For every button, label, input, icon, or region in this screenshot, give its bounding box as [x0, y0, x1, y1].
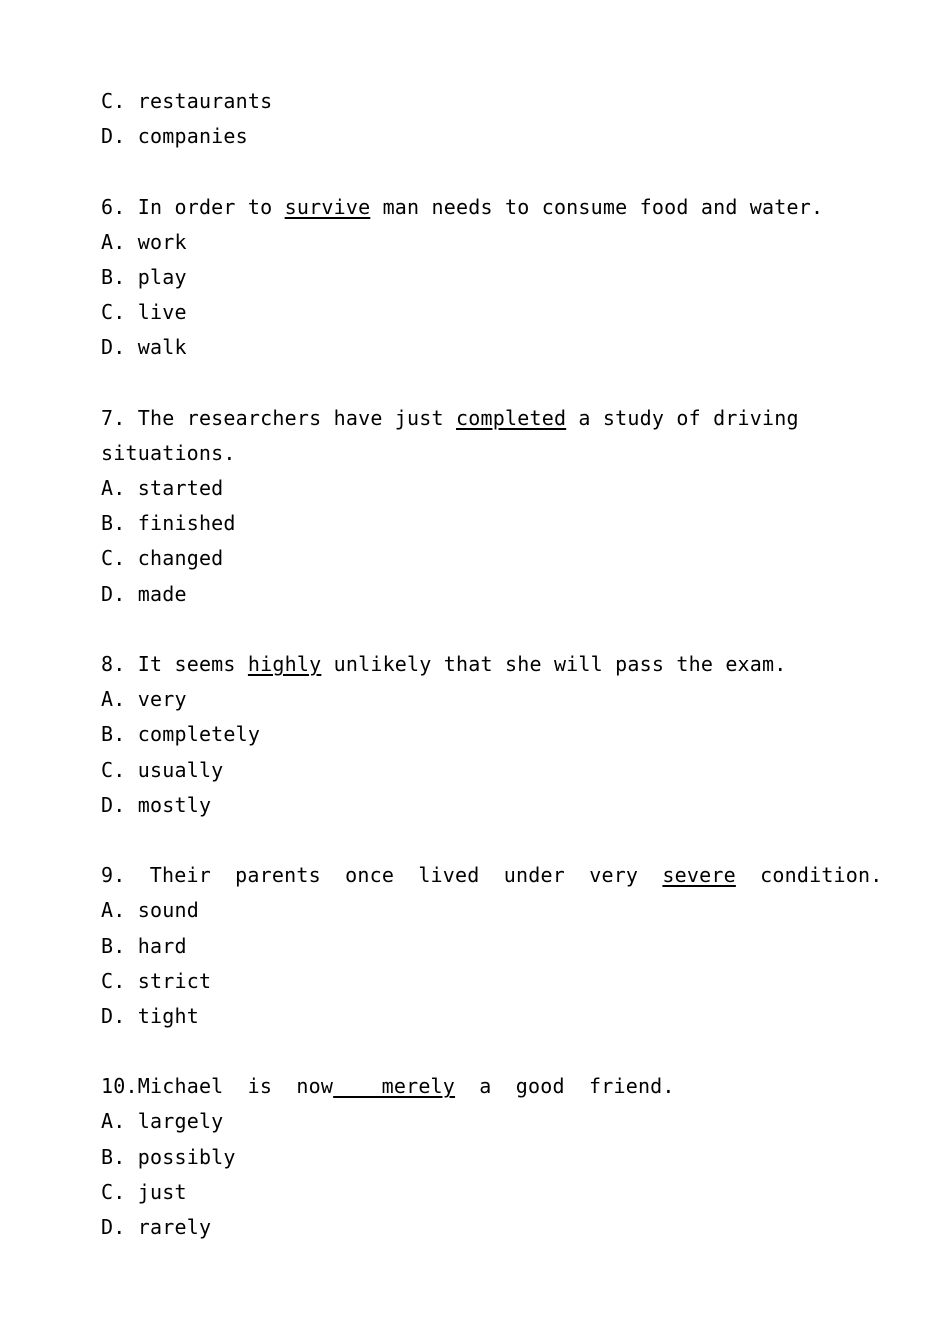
question-stem [101, 1069, 821, 1104]
question-stem [101, 190, 824, 225]
option-text: sound [137, 898, 199, 923]
option-b [101, 929, 821, 964]
option-d [101, 119, 821, 154]
option-letter: D. [101, 1215, 126, 1239]
option-text: restaurants [137, 89, 273, 113]
spacer [101, 1034, 821, 1069]
option-letter: B. [101, 722, 126, 747]
stem-text: It seems [137, 652, 248, 676]
underlined-keyword: highly [247, 652, 322, 676]
option-b [101, 1140, 821, 1175]
option-letter: D. [101, 792, 126, 817]
question-stem-continued: situations. [101, 440, 236, 465]
option-d [101, 1210, 821, 1245]
option-c [101, 295, 821, 330]
stem-text: Their parents once lived under very [149, 863, 663, 888]
option-d [101, 999, 821, 1034]
question-stem [101, 858, 883, 893]
option-letter: A. [101, 687, 126, 712]
option-text: finished [137, 511, 236, 536]
option-text: started [137, 476, 224, 501]
question-number: 6. [101, 194, 126, 219]
option-text: possibly [137, 1144, 236, 1169]
option-b [101, 506, 821, 541]
option-letter: A. [101, 898, 126, 923]
option-text: completely [137, 722, 261, 747]
spacer [101, 366, 821, 401]
spacer [101, 154, 821, 189]
option-c [101, 84, 821, 119]
option-text: hard [137, 933, 187, 958]
option-letter: C. [101, 968, 126, 993]
option-a [101, 893, 821, 928]
stem-text: a study of driving [566, 405, 799, 430]
option-letter: D. [101, 581, 126, 606]
option-d [101, 577, 821, 612]
option-text: very [137, 687, 187, 712]
option-letter: D. [101, 1003, 126, 1028]
option-text: changed [137, 546, 224, 571]
option-text: usually [137, 757, 224, 782]
stem-text: man needs to consume food and water. [370, 194, 824, 219]
stem-text: The researchers have just [137, 405, 457, 430]
option-d [101, 788, 821, 823]
option-text: just [137, 1179, 187, 1204]
option-a [101, 682, 821, 717]
option-text: tight [137, 1003, 199, 1028]
spacer [101, 823, 821, 858]
option-letter: C. [101, 300, 126, 325]
option-c [101, 541, 821, 576]
spacer [101, 612, 821, 647]
option-letter: B. [101, 933, 126, 958]
option-letter: A. [101, 1109, 126, 1134]
option-c [101, 964, 821, 999]
option-letter: B. [101, 511, 126, 536]
exam-page [101, 84, 883, 1245]
stem-text: In order to [137, 194, 285, 219]
question-number: 9. [101, 863, 126, 888]
option-b [101, 717, 821, 752]
option-letter: D. [101, 124, 126, 149]
option-a [101, 225, 821, 260]
option-letter: A. [101, 229, 126, 254]
option-a [101, 1104, 821, 1139]
option-text: largely [137, 1109, 224, 1134]
option-text: play [137, 264, 187, 289]
option-text: walk [137, 335, 187, 360]
option-letter: B. [101, 264, 126, 289]
stem-text: condition. [735, 863, 883, 888]
question-stem [101, 401, 821, 436]
option-d [101, 330, 821, 365]
option-text: made [137, 581, 187, 606]
question-number: 8. [101, 652, 126, 676]
underlined-keyword: survive [284, 194, 371, 219]
option-text: live [137, 300, 187, 325]
option-text: strict [137, 968, 212, 993]
question-number: 7. [101, 405, 126, 430]
option-text: companies [137, 124, 248, 149]
option-letter: C. [101, 757, 126, 782]
question-number: 10. [101, 1074, 138, 1099]
option-letter: A. [101, 476, 126, 501]
option-letter: C. [101, 546, 126, 571]
stem-text: Michael is now [137, 1074, 334, 1099]
option-b [101, 260, 821, 295]
option-letter: C. [101, 89, 126, 113]
stem-text: unlikely that she will pass the exam. [321, 652, 787, 676]
option-text: rarely [137, 1215, 212, 1239]
option-c [101, 753, 821, 788]
option-a [101, 471, 821, 506]
option-text: mostly [137, 792, 212, 817]
underlined-keyword: severe [662, 863, 736, 888]
question-stem [101, 647, 821, 682]
option-letter: B. [101, 1144, 126, 1169]
option-text: work [137, 229, 187, 254]
option-letter: C. [101, 1179, 126, 1204]
option-letter: D. [101, 335, 126, 360]
underlined-keyword: completed [456, 405, 567, 430]
stem-text: a good friend. [455, 1074, 675, 1099]
option-c [101, 1175, 821, 1210]
underlined-keyword: merely [333, 1074, 456, 1099]
